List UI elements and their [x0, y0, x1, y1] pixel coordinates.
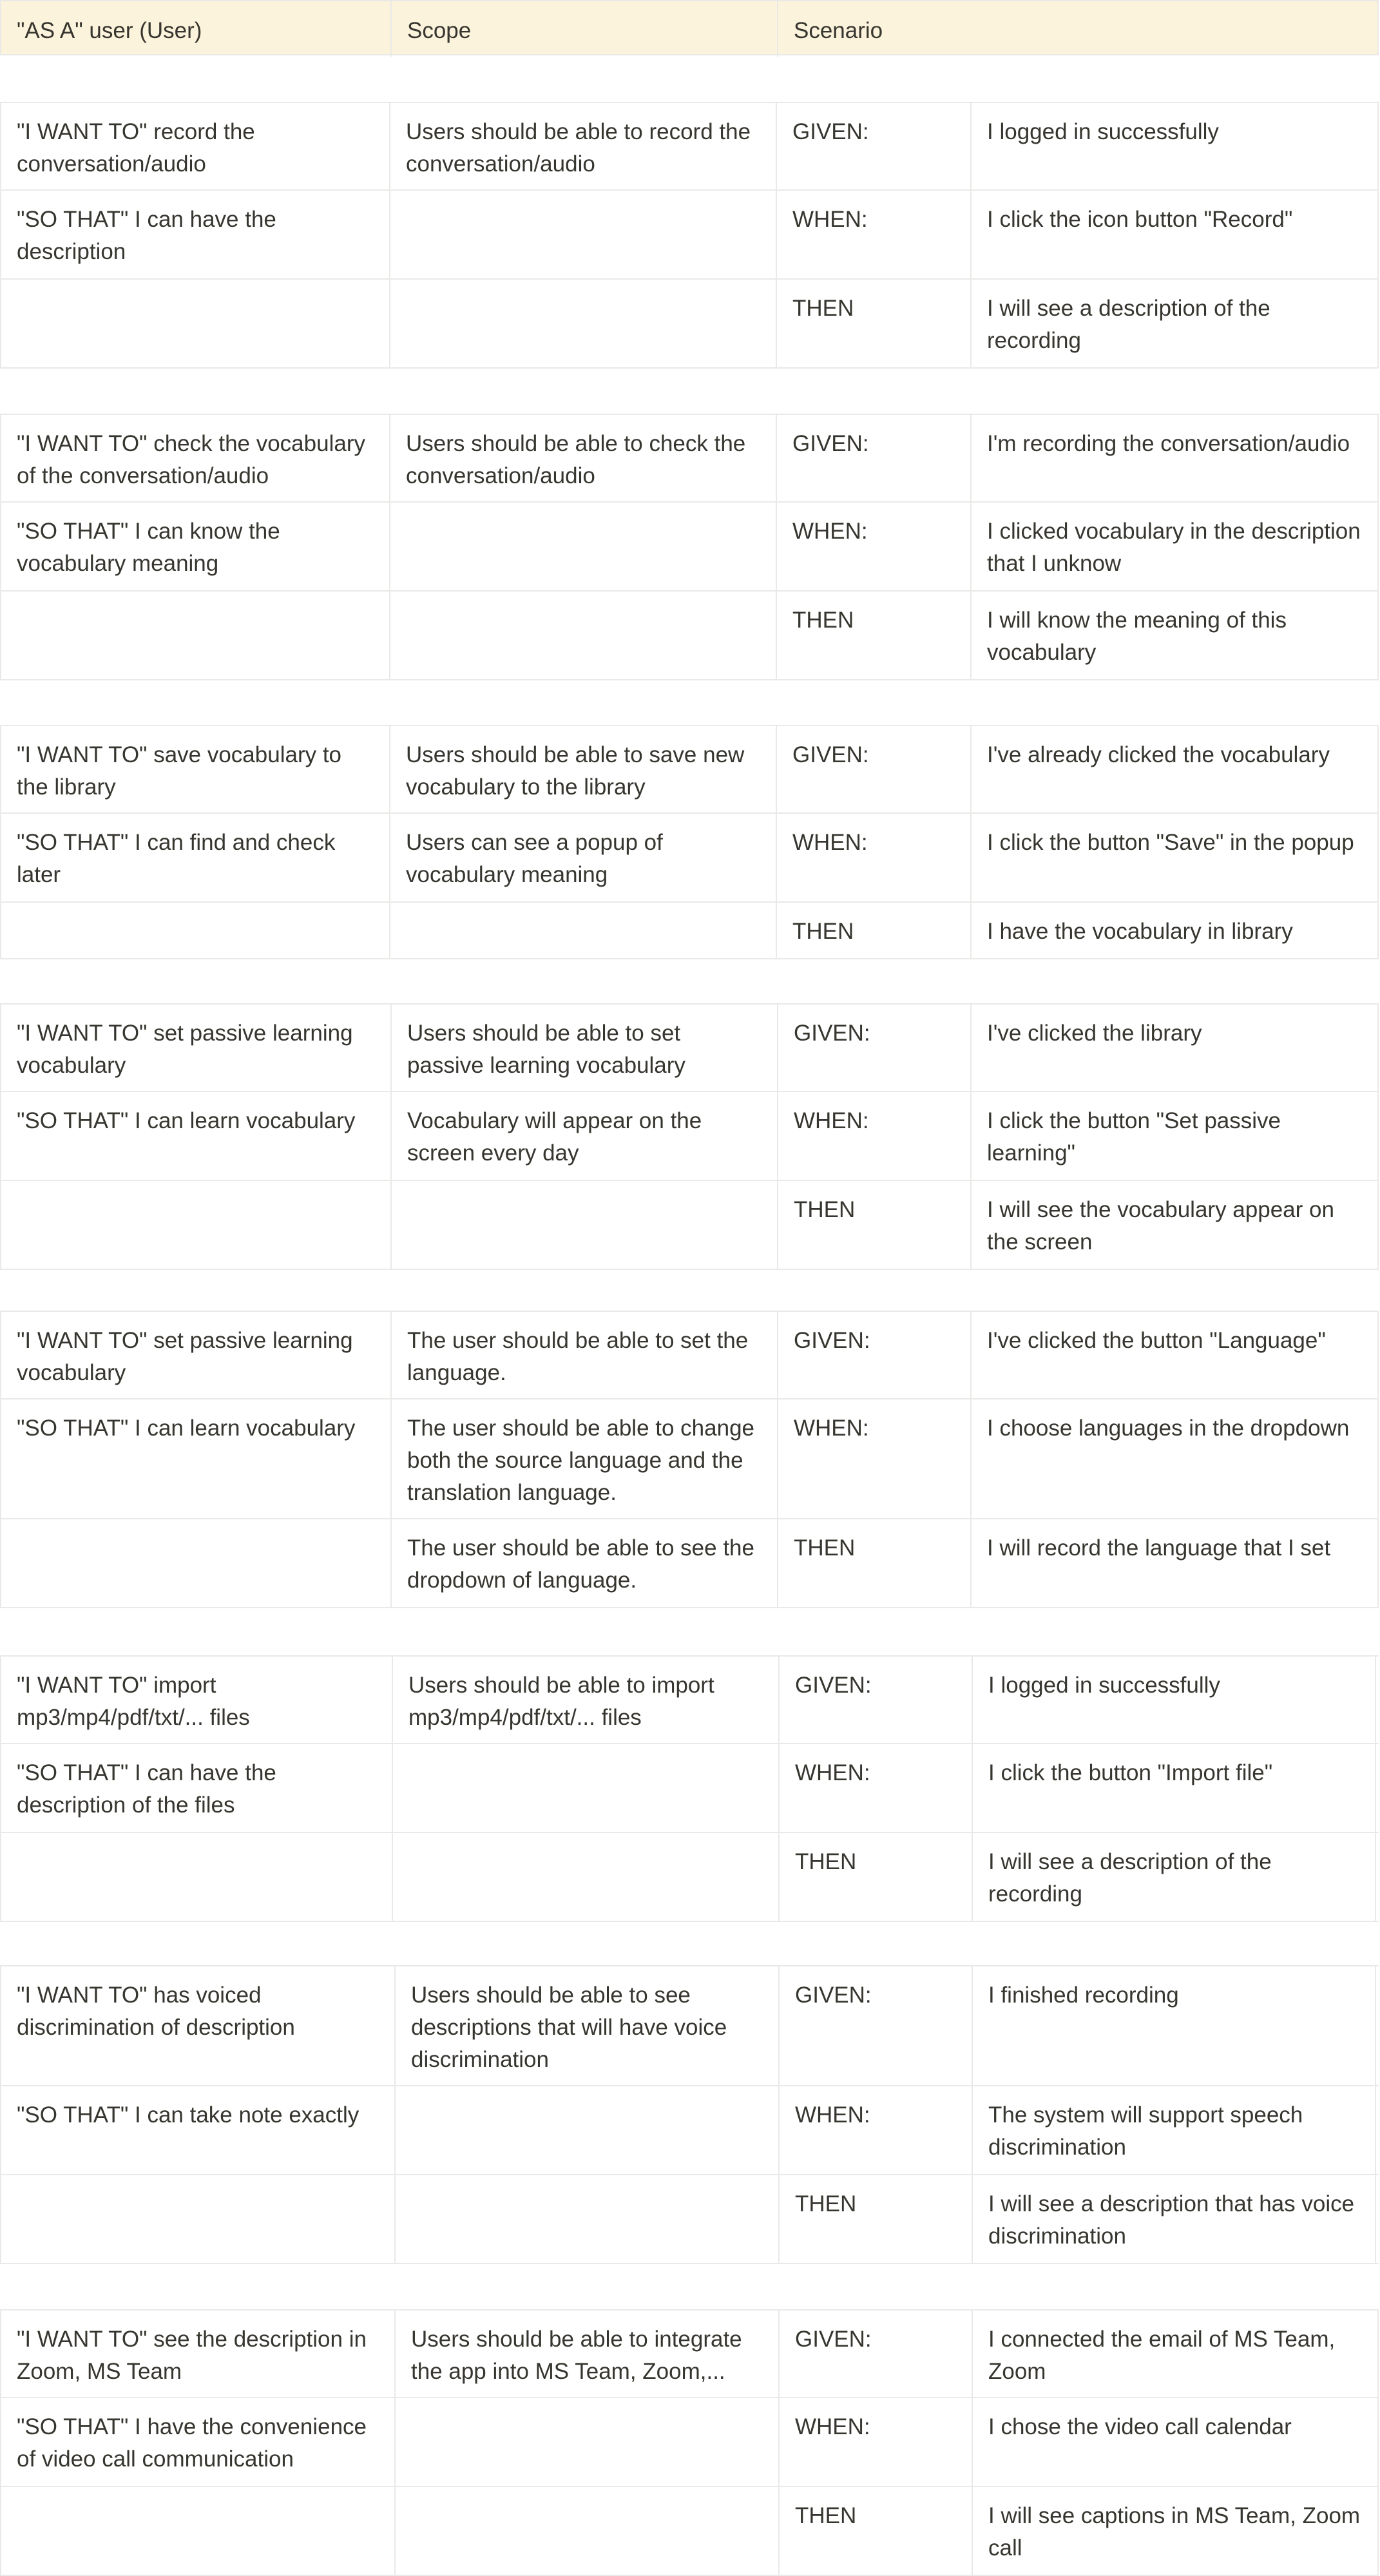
scenario-cell: I logged in successfully	[970, 103, 1379, 189]
header-scenario: Scenario	[777, 1, 1380, 57]
step-cell: THEN	[776, 903, 970, 958]
story-cell	[0, 591, 389, 679]
step-cell: WHEN:	[777, 1092, 970, 1180]
table-row	[0, 414, 1379, 503]
table-row	[0, 1744, 1379, 1833]
scope-cell: Users should be able to see descriptions that will have voice discrimination	[394, 1966, 778, 2085]
table-row	[0, 1833, 1379, 1922]
table-row	[0, 1092, 1379, 1181]
scope-cell	[389, 191, 776, 278]
scenario-cell: I chose the video call calendar	[972, 2398, 1379, 2486]
scenario-cell: I will record the language that I set	[970, 1519, 1379, 1607]
table-row	[0, 814, 1379, 903]
scope-cell	[394, 2487, 778, 2575]
step-cell: GIVEN:	[777, 1312, 970, 1398]
scenario-cell: The system will support speech discrimination	[972, 2086, 1376, 2174]
scenario-cell: I finished recording	[972, 1966, 1376, 2085]
story-cell	[0, 1181, 390, 1269]
scope-cell	[392, 1833, 778, 1921]
table-row	[0, 2175, 1379, 2264]
story-cell: "I WANT TO" save vocabulary to the library	[0, 726, 389, 812]
story-cell: "SO THAT" I can find and check later	[0, 814, 389, 901]
scenario-cell: I have the vocabulary in library	[970, 903, 1379, 958]
story-cell: "SO THAT" I can take note exactly	[0, 2086, 394, 2174]
table-row	[0, 1003, 1379, 1092]
step-cell: THEN	[776, 280, 970, 367]
table-row	[0, 2309, 1379, 2398]
scope-cell	[394, 2398, 778, 2486]
table-row	[0, 725, 1379, 814]
story-cell	[0, 1833, 392, 1921]
scope-cell: Users should be able to set passive learning vocabulary	[390, 1004, 777, 1091]
scope-cell	[394, 2175, 778, 2263]
step-cell: WHEN:	[778, 2398, 972, 2486]
story-cell: "I WANT TO" import mp3/mp4/pdf/txt/... files	[0, 1657, 392, 1743]
story-cell: "SO THAT" I can have the description	[0, 191, 389, 278]
step-cell: THEN	[777, 1519, 970, 1607]
scope-cell: Users should be able to integrate the app into MS Team, Zoom,...	[394, 2311, 778, 2397]
story-cell	[0, 2175, 394, 2263]
step-cell: GIVEN:	[778, 1657, 972, 1743]
story-cell: "I WANT TO" record the conversation/audio	[0, 103, 389, 189]
scope-cell	[389, 591, 776, 679]
story-cell: "SO THAT" I can learn vocabulary	[0, 1399, 390, 1518]
step-cell: WHEN:	[776, 814, 970, 901]
scope-cell	[392, 1744, 778, 1832]
step-cell: WHEN:	[776, 503, 970, 590]
step-cell: THEN	[778, 1833, 972, 1921]
scope-cell: Users should be able to record the conversation/audio	[389, 103, 776, 189]
scenario-cell: I choose languages in the dropdown	[970, 1399, 1379, 1518]
table-row	[0, 280, 1379, 369]
story-cell: "I WANT TO" check the vocabulary of the conversation/audio	[0, 415, 389, 501]
table-row	[0, 102, 1379, 191]
scenario-cell: I've clicked the button "Language"	[970, 1312, 1379, 1398]
scope-cell: Users should be able to check the conversation/audio	[389, 415, 776, 501]
story-cell: "SO THAT" I can learn vocabulary	[0, 1092, 390, 1180]
scope-cell	[390, 1181, 777, 1269]
step-cell: GIVEN:	[778, 2311, 972, 2397]
story-cell: "SO THAT" I have the convenience of video call communication	[0, 2398, 394, 2486]
table-row	[0, 903, 1379, 959]
step-cell: WHEN:	[778, 1744, 972, 1832]
scenario-cell: I click the button "Import file"	[972, 1744, 1376, 1832]
scenario-cell: I connected the email of MS Team, Zoom	[972, 2311, 1379, 2397]
scenario-cell: I click the button "Save" in the popup	[970, 814, 1379, 901]
table-row	[0, 2086, 1379, 2175]
step-cell: GIVEN:	[777, 1004, 970, 1091]
scenario-cell: I will see the vocabulary appear on the screen	[970, 1181, 1379, 1269]
step-cell: WHEN:	[778, 2086, 972, 2174]
scope-cell: The user should be able to change both the source language and the translation language.	[390, 1399, 777, 1518]
step-cell: THEN	[778, 2175, 972, 2263]
scope-cell: Users should be able to save new vocabulary to the library	[389, 726, 776, 812]
scope-cell	[389, 503, 776, 590]
scenario-cell: I clicked vocabulary in the description that I unknow	[970, 503, 1379, 590]
table-row	[0, 1181, 1379, 1270]
header-as-a-user: "AS A" user (User)	[17, 18, 202, 43]
table-row	[0, 1519, 1379, 1608]
table-row	[0, 1399, 1379, 1519]
story-cell: "I WANT TO" set passive learning vocabulary	[0, 1004, 390, 1091]
scenario-cell: I will see a description of the recording	[970, 280, 1379, 367]
story-cell: "SO THAT" I can have the description of the files	[0, 1744, 392, 1832]
step-cell: GIVEN:	[778, 1966, 972, 2085]
step-cell: WHEN:	[776, 191, 970, 278]
scenario-cell: I'm recording the conversation/audio	[970, 415, 1379, 501]
scenario-cell: I will know the meaning of this vocabulary	[970, 591, 1379, 679]
table-row	[0, 1965, 1379, 2086]
step-cell: GIVEN:	[776, 726, 970, 812]
scope-cell: The user should be able to see the dropdown of language.	[390, 1519, 777, 1607]
step-cell: THEN	[778, 2487, 972, 2575]
scope-cell	[389, 280, 776, 367]
scenario-cell: I will see captions in MS Team, Zoom call	[972, 2487, 1379, 2575]
scenario-cell: I click the button "Set passive learning"	[970, 1092, 1379, 1180]
scope-cell: The user should be able to set the language.	[390, 1312, 777, 1398]
story-cell: "I WANT TO" set passive learning vocabulary	[0, 1312, 390, 1398]
scenario-cell: I logged in successfully	[972, 1657, 1376, 1743]
step-cell: THEN	[776, 591, 970, 679]
step-cell: WHEN:	[777, 1399, 970, 1518]
scope-cell	[394, 2086, 778, 2174]
story-cell	[0, 903, 389, 958]
story-cell: "SO THAT" I can know the vocabulary meaning	[0, 503, 389, 590]
story-cell	[0, 280, 389, 367]
table-row	[0, 2398, 1379, 2487]
table-row	[0, 591, 1379, 680]
table-row	[0, 503, 1379, 591]
scenario-cell: I click the icon button "Record"	[970, 191, 1379, 278]
story-cell	[0, 2487, 394, 2575]
scenario-cell: I will see a description of the recording	[972, 1833, 1376, 1921]
story-cell: "I WANT TO" has voiced discrimination of description	[0, 1966, 394, 2085]
scenario-cell: I've clicked the library	[970, 1004, 1379, 1091]
scope-cell: Users should be able to import mp3/mp4/pdf/txt/... files	[392, 1657, 778, 1743]
scope-cell	[389, 903, 776, 958]
scope-cell: Users can see a popup of vocabulary meaning	[389, 814, 776, 901]
table-row	[0, 2487, 1379, 2576]
table-header	[0, 0, 1379, 55]
scenario-cell: I've already clicked the vocabulary	[970, 726, 1379, 812]
story-cell	[0, 1519, 390, 1607]
step-cell: THEN	[777, 1181, 970, 1269]
scope-cell: Vocabulary will appear on the screen every day	[390, 1092, 777, 1180]
table-row	[0, 1655, 1379, 1744]
table-row	[0, 1311, 1379, 1399]
story-cell: "I WANT TO" see the description in Zoom, MS Team	[0, 2311, 394, 2397]
scenario-cell: I will see a description that has voice discrimination	[972, 2175, 1376, 2263]
table-row	[0, 191, 1379, 280]
step-cell: GIVEN:	[776, 103, 970, 189]
header-scope: Scope	[390, 1, 777, 57]
step-cell: GIVEN:	[776, 415, 970, 501]
